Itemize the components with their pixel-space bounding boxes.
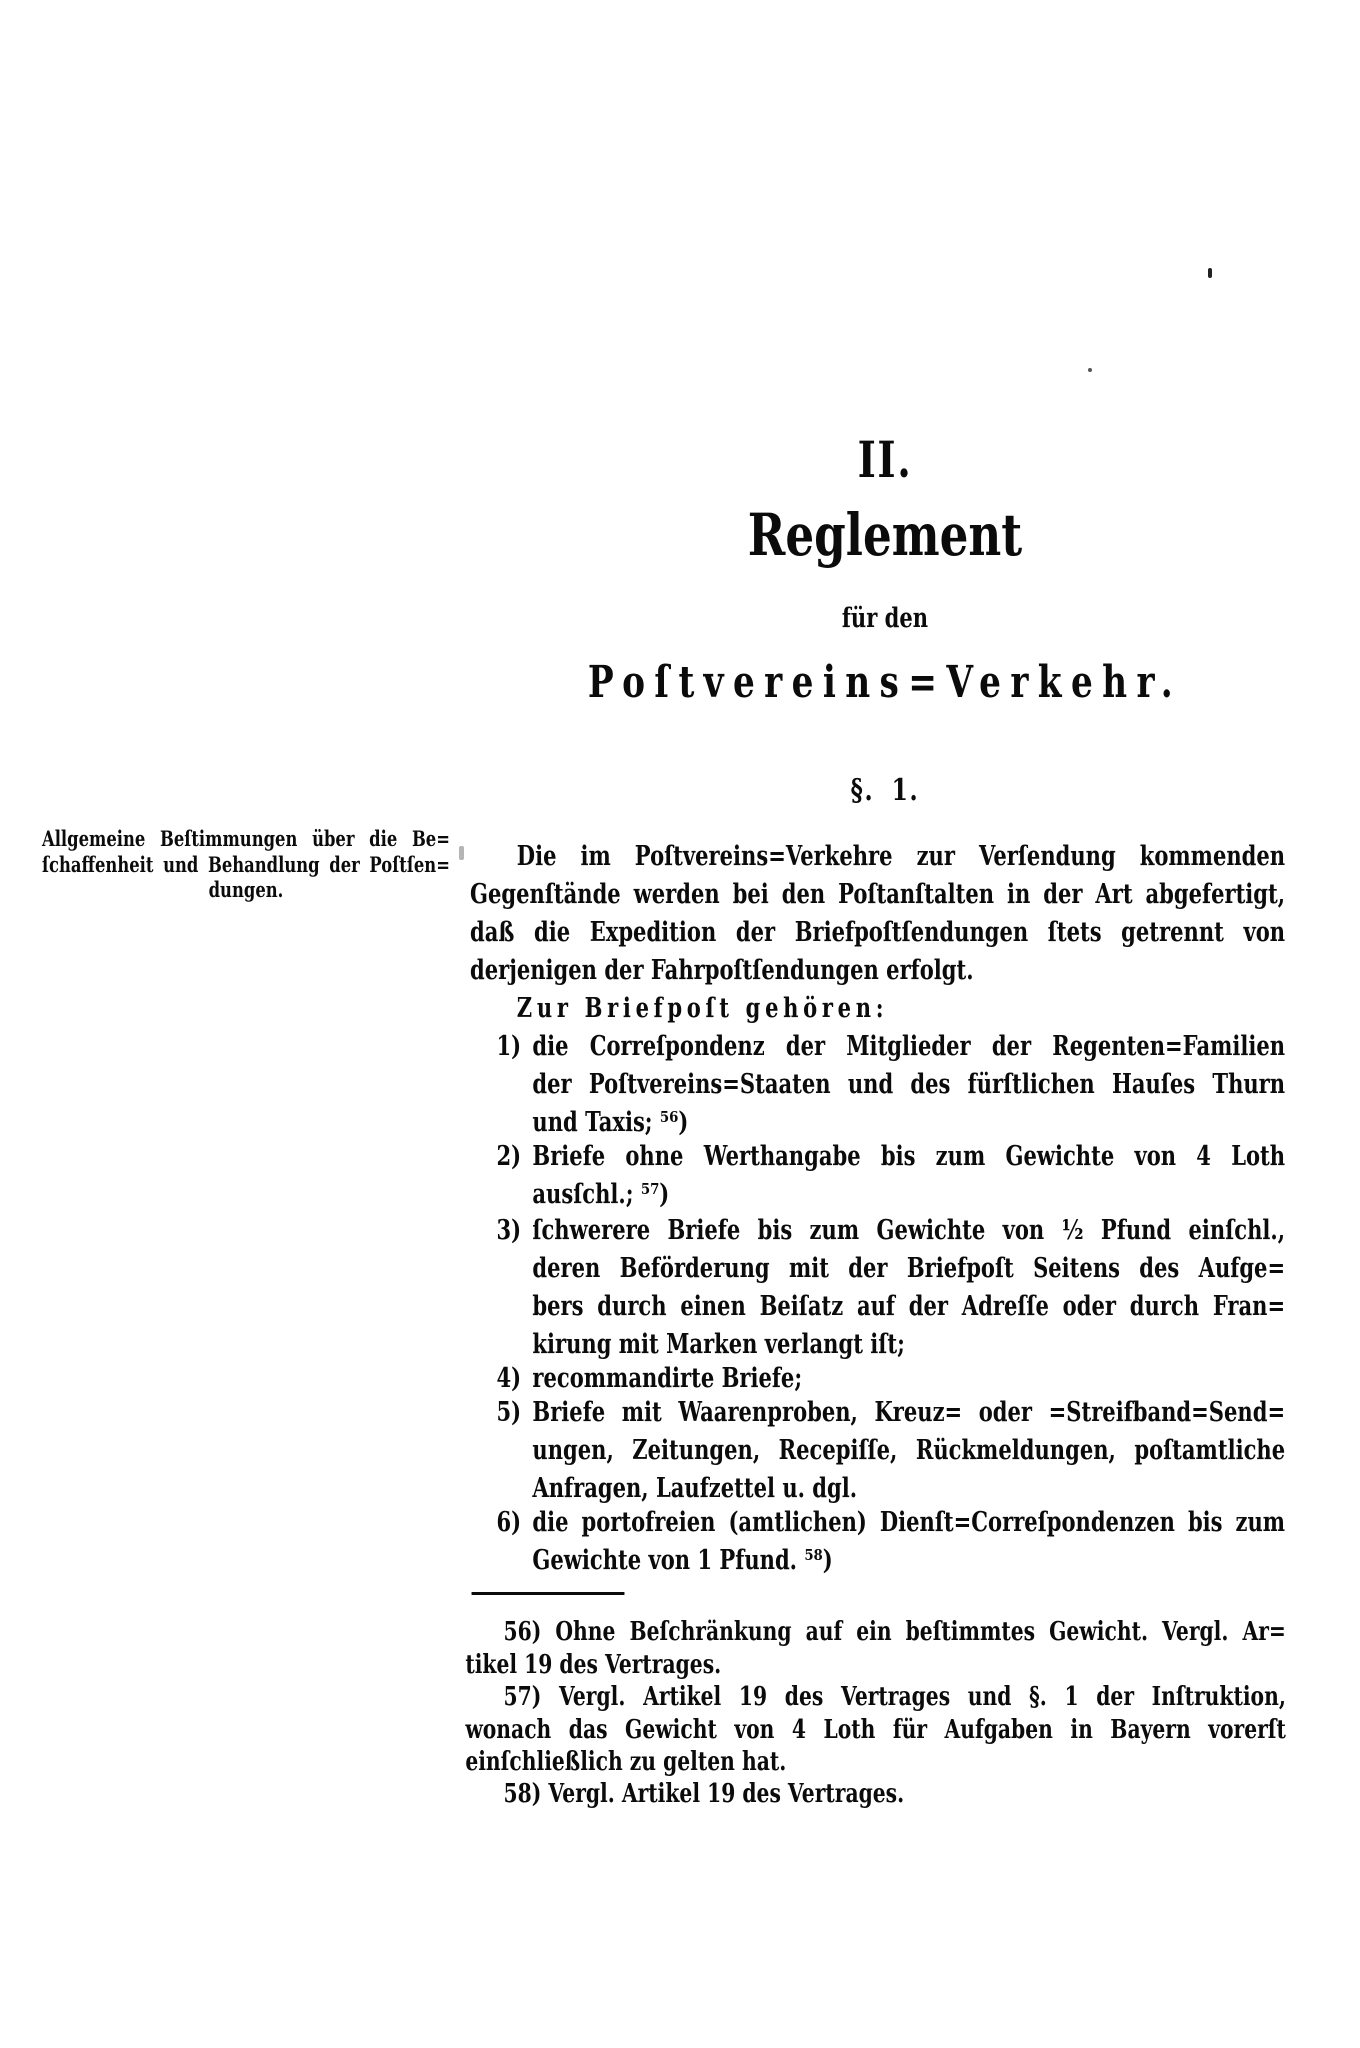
footnote-line: tikel 19 des Vertrages. <box>465 1649 722 1680</box>
footnote-58 <box>465 1778 1286 1811</box>
footnote-line: 57) Vergl. Artikel 19 des Vertrages und §. 1 der Inſtruktion, <box>503 1682 1286 1712</box>
list-item-4 <box>470 1360 1285 1398</box>
text-line: bers durch einen Beiſatz auf der Adreſſe oder durch Fran= <box>532 1291 1286 1322</box>
section-heading: §. 1. <box>850 773 920 808</box>
list-lead <box>470 990 1285 1028</box>
document-title: Reglement <box>747 501 1023 569</box>
footnote-line: wonach das Gewicht von 4 Loth für Aufgaben in Bayern vorerſt <box>465 1714 1286 1745</box>
text-line: Die im Poſtvereins=Verkehre zur Verſendung kommenden <box>516 841 1286 872</box>
footnote-56 <box>465 1616 1286 1681</box>
list-item-2 <box>470 1138 1285 1214</box>
list-item-1 <box>470 1028 1285 1142</box>
text-line: Gewichte von 1 Pfund. ⁵⁸) <box>532 1545 833 1576</box>
list-marker: 4) <box>496 1363 522 1394</box>
list-item-6 <box>470 1504 1285 1580</box>
footnote-57 <box>465 1681 1286 1779</box>
list-item-5 <box>470 1394 1285 1508</box>
text-line: Briefe ohne Werthangabe bis zum Gewichte von 4 Loth <box>532 1141 1286 1172</box>
text-line: Gegenſtände werden bei den Poſtanſtalten in der Art abgefertigt, <box>470 879 1286 910</box>
text-line: Anfragen, Laufzettel u. dgl. <box>532 1473 858 1504</box>
text-line: kirung mit Marken verlangt iſt; <box>532 1329 905 1360</box>
margin-note-line: dungen. <box>208 877 284 902</box>
title-subtitle: für den <box>841 603 929 634</box>
list-item-3 <box>470 1212 1285 1364</box>
text-line: ausſchl.; ⁵⁷) <box>532 1179 670 1210</box>
margin-note-line: Allgemeine Beſtimmungen über die Be= <box>42 826 450 851</box>
text-line: recommandirte Briefe; <box>532 1363 803 1394</box>
margin-note <box>42 826 450 903</box>
text-line: ungen, Zeitungen, Recepiſſe, Rückmeldungen, poſtamtliche <box>532 1435 1286 1466</box>
list-marker: 1) <box>496 1031 522 1062</box>
text-line: deren Beförderung mit der Briefpoſt Seitens des Aufge= <box>532 1253 1286 1284</box>
list-marker: 5) <box>496 1397 522 1428</box>
text-line: und Taxis; ⁵⁶) <box>532 1107 689 1138</box>
scan-speck <box>459 846 464 860</box>
margin-note-line: ſchaffenheit und Behandlung der Poſtſen= <box>42 851 450 877</box>
footnote-line: 58) Vergl. Artikel 19 des Vertrages. <box>503 1779 905 1809</box>
text-line: ſchwerere Briefe bis zum Gewichte von ½ Pfund einſchl., <box>532 1215 1286 1246</box>
list-marker: 6) <box>496 1507 522 1538</box>
footnote-separator-rule <box>472 1592 625 1595</box>
list-marker: 2) <box>496 1141 522 1172</box>
text-line: die Correſpondenz der Mitglieder der Regenten=Familien <box>532 1031 1286 1062</box>
chapter-number: II. <box>857 430 913 489</box>
list-marker: 3) <box>496 1215 522 1246</box>
intro-paragraph <box>470 838 1285 990</box>
text-line: daß die Expedition der Briefpoſtſendungen ſtets getrennt von <box>470 917 1286 948</box>
main-text-column <box>465 0 1286 2048</box>
text-line: die portofreien (amtlichen) Dienſt=Correſpondenzen bis zum <box>532 1507 1286 1538</box>
footnote-line: 56) Ohne Beſchränkung auf ein beſtimmtes Gewicht. Vergl. Ar= <box>503 1617 1286 1647</box>
title-object: Poſtvereins=Verkehr. <box>587 657 1183 708</box>
text-line: Zur Briefpoſt gehören: <box>516 993 889 1024</box>
footnote-line: einſchließlich zu gelten hat. <box>465 1747 787 1777</box>
text-line: derjenigen der Fahrpoſtſendungen erfolgt. <box>470 955 974 986</box>
text-line: Briefe mit Waarenproben, Kreuz= oder =Streifband=Send= <box>532 1397 1286 1428</box>
text-line: der Poſtvereins=Staaten und des fürſtlichen Hauſes Thurn <box>532 1069 1286 1100</box>
